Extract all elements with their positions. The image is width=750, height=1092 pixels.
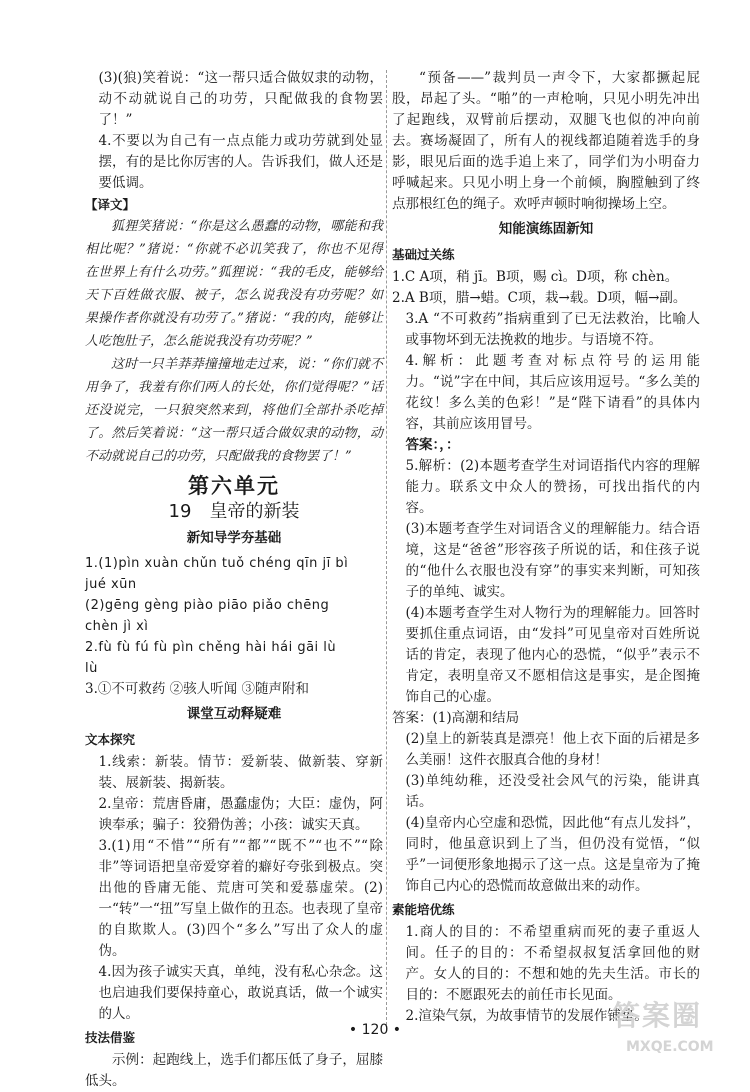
- watermark-logo: [612, 999, 742, 1060]
- answer-1-line-4: chèn jì xì: [85, 619, 149, 634]
- basic-answer-4: 4.解析：此题考查对标点符号的运用能力。“说”字在中间，其后应该用逗号。“多么美的花纹！多么美的色彩！”是“陛下请看”的具体内容，其前应该用冒号。: [405, 353, 700, 432]
- basic-answer-5-key-3: (3)单纯幼稚，还没受社会风气的污染，能讲真话。: [405, 773, 700, 810]
- answer-3: 3.①不可救药 ②骇人听闻 ③随声附和: [85, 681, 309, 697]
- answer-1-line-3: (2)gēng gèng piào piāo piǎo chēng: [85, 598, 330, 613]
- basic-answer-3: 3.A “不可救药”指病重到了已无法救治，比喻人或事物坏到无法挽救的地步。与语境不符。: [405, 311, 700, 348]
- left-column: [85, 68, 383, 1092]
- inquiry-answer-1: 1.线索：新装。情节：爱新装、做新装、穿新装、展新装、揭新装。: [98, 754, 383, 791]
- answer-2-line-2: lù: [85, 661, 98, 676]
- watermark-line-1: 答案圈: [612, 999, 703, 1032]
- answer-1-line-2: jué xūn: [85, 577, 137, 592]
- basic-answer-5-key: 答案：(1)高潮和结局: [392, 710, 520, 726]
- subheading-text-inquiry: 文本探究: [85, 732, 136, 747]
- section-heading-practice: 知能演练固新知: [498, 221, 594, 237]
- basic-answer-1: 1.C A项，稍 jī。B项，赐 cì。D项，称 chèn。: [392, 269, 679, 285]
- basic-answer-4-key: 答案：，：: [405, 437, 460, 453]
- fable-quote: (3)(狼)笑着说：“这一帮只适合做奴隶的动物，动不动就说自己的功劳，只配做我的食物罢了！”: [98, 70, 383, 128]
- watermark-line-2: MXQE.COM: [626, 1039, 714, 1055]
- advanced-answer-1: 1.商人的目的：不希望重病而死的妻子重返人间。任子的目的：不希望叔叔复活拿回他的财产。女人的目的：不想和她的先夫生活。市长的目的：不愿跟死去的前任市长见面。: [405, 924, 700, 1003]
- page-number: • 120 •: [348, 1022, 402, 1038]
- answer-1-line-1: 1.(1)pìn xuàn chǔn tuǒ chéng qīn jī bì: [85, 556, 349, 571]
- basic-answer-5-part-3: (3)本题考查学生对词语含义的理解能力。结合语境，这是“爸爸”形容孩子所说的话，和住孩子说的“他什么衣服也没有穿”的事实来判断，可知孩子的单纯、诚实。: [405, 521, 700, 600]
- basic-answer-5-key-2: (2)皇上的新装真是漂亮！他上衣下面的后裙是多么美丽！这件衣服真合他的身材！: [405, 731, 700, 768]
- lesson-number: 19: [168, 501, 192, 522]
- technique-example: 示例：起跑线上，选手们都压低了身子，屈膝低头。: [85, 1052, 383, 1089]
- basic-answer-5-key-4: (4)皇帝内心空虚和恐慌，因此他“有点儿发抖”，同时，他虽意识到上了当，但仍没有觉悟，“似乎”一词便形象地揭示了这一点。这是皇帝为了掩饰自己内心的恐慌而故意做出来的动作。: [405, 815, 700, 894]
- moral-paragraph: 4.不要以为自己有一点点能力或功劳就到处显摆，有的是比你厉害的人。告诉我们，做人还是要低调。: [98, 133, 383, 191]
- section-heading-classroom: 课堂互动释疑难: [186, 706, 282, 722]
- lesson-name: 皇帝的新装: [209, 501, 300, 522]
- section-heading-preview: 新知导学夯基础: [186, 530, 282, 546]
- translation-tag: 【译文】: [85, 197, 136, 212]
- basic-answer-2: 2.A B项，腊→蜡。C项，栽→载。D项，幅→副。: [392, 290, 687, 306]
- unit-title: 第六单元: [188, 474, 280, 498]
- inquiry-answer-4: 4.因为孩子诚实天真，单纯，没有私心杂念。这也启迪我们要保持童心，敢说真话，做一个诚实的人。: [98, 964, 383, 1022]
- subheading-technique: 技法借鉴: [85, 1030, 136, 1045]
- right-column: [392, 68, 700, 1027]
- example-continuation: “预备——”裁判员一声令下，大家都撅起屁股，昂起了头。“啪”的一声枪响，只见小明先冲出了起跑线，双臂前后摆动，双腿飞也似的冲向前去。赛场凝固了，所有人的视线都追随着选手的身影，眼见后面的选手追上来了，同学们为小明奋力呼喊起来。只见小明上身一个前倾，胸膛触到了终点那根红色的绳子。欢呼声顿时响彻操场上空。: [392, 70, 700, 212]
- answer-2-line-1: 2.fù fù fú fù pìn chěng hài hái gāi lù: [85, 640, 337, 655]
- lesson-title: [85, 501, 383, 522]
- subheading-advanced: 素能培优练: [392, 902, 455, 917]
- basic-answer-5: 5.解析：(2)本题考查学生对词语指代内容的理解能力。联系文中众人的赞扬，可找出指代的内容。: [405, 458, 700, 516]
- subheading-basic: 基础过关练: [392, 247, 455, 262]
- inquiry-answer-2: 2.皇帝：荒唐昏庸，愚蠢虚伪；大臣：虚伪，阿谀奉承；骗子：狡猾伪善；小孩：诚实天真。: [98, 796, 383, 833]
- basic-answer-5-part-4: (4)本题考查学生对人物行为的理解能力。回答时要抓住重点词语，由“发抖”可见皇帝对百姓所说话的肯定，表现了他内心的恐慌，“似乎”表示不肯定，表明皇帝又不愿相信这是事实，是企图掩饰自己的心虚。: [405, 605, 700, 705]
- column-divider: [386, 70, 387, 1030]
- advanced-answer-2: 2.渲染气氛，为故事情节的发展作铺垫。: [405, 1008, 648, 1024]
- translation-paragraph-1: 狐狸笑猪说：“你是这么愚蠢的动物，哪能和我相比呢？”猪说：“你就不必讥笑我了，你也不见得在世界上有什么功劳。”狐狸说：“我的毛皮，能够给天下百姓做衣服、被子，怎么说我没有功劳呢？如果操作者你就没有功劳了。”猪说：“我的肉，能够让人吃饱肚子，怎么能说我没有功劳呢？”: [85, 219, 383, 349]
- translation-paragraph-2: 这时一只羊莽莽撞撞地走过来，说：“你们就不用争了，我羞有你们两人的长处，你们觉得呢？”话还没说完，一只狼突然来到，将他们全部扑杀吃掉了。然后笑着说：“这一帮只适合做奴隶的动物，动不动就说自己的功劳，只配做我的食物罢了！”: [85, 357, 383, 464]
- inquiry-answer-3: 3.(1)用“不惜”“所有”“都”“既不”“也不”“除非”等词语把皇帝爱穿着的癖好夸张到极点。突出他的昏庸无能、荒唐可笑和爱慕虚荣。(2)一“转”一“扭”写皇上做作的丑态。也表现了皇帝的自欺欺人。(3)四个“多么”写出了众人的虚伪。: [98, 838, 383, 959]
